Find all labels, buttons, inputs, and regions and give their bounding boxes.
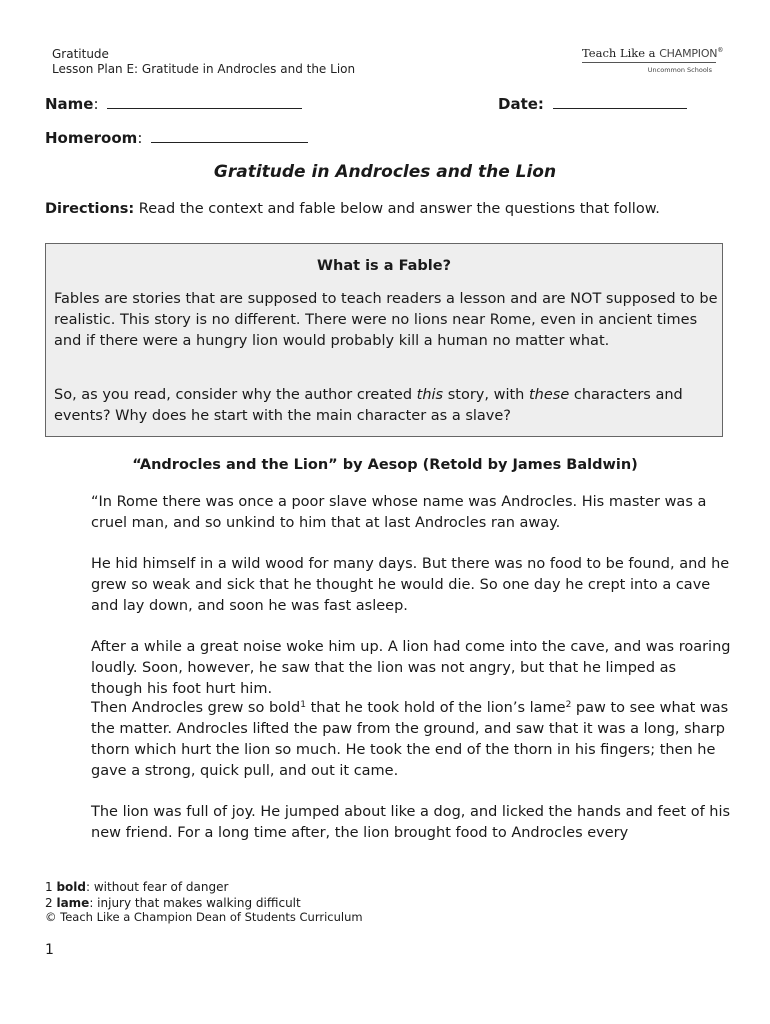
- story-title: “Androcles and the Lion” by Aesop (Retold by James Baldwin): [132, 457, 638, 473]
- homeroom-colon: :: [137, 129, 143, 147]
- page-number: 1: [45, 942, 54, 958]
- lesson-label: Lesson Plan E: Gratitude in Androcles and the Lion: [52, 62, 356, 76]
- footnote-1-num: 1: [45, 880, 57, 894]
- logo-mark: ®: [717, 47, 724, 55]
- fable-box-heading: What is a Fable?: [317, 258, 451, 274]
- fable-box-paragraph-1: Fables are stories that are supposed to teach readers a lesson and are NOT supposed to be realistic. This story is no different. There were no lions near Rome, even in ancient times and if there were a hungry lion would probably kill a human no matter what.: [54, 291, 718, 349]
- copyright-notice: © Teach Like a Champion Dean of Students Curriculum: [45, 910, 363, 924]
- footnote-1: [45, 880, 228, 895]
- directions-label: Directions:: [45, 201, 135, 217]
- logo: [582, 46, 724, 74]
- footnote-2-num: 2: [45, 896, 57, 910]
- fable-p2-em1: this: [416, 387, 444, 403]
- fable-p2-em2: these: [528, 387, 570, 403]
- course-label: Gratitude: [52, 47, 109, 61]
- date-label: Date:: [498, 95, 544, 113]
- footnote-ref-1: 1: [300, 700, 306, 710]
- document-title: Gratitude in Androcles and the Lion: [213, 162, 557, 182]
- name-field: [45, 95, 302, 113]
- story-paragraph-2: He hid himself in a wild wood for many days. But there was no food to be found, and he grew so weak and sick that he thought he would die. So one day he crept into a cave and lay down, and soon he was fast asleep.: [91, 556, 730, 614]
- fable-p2-b: story, with: [443, 387, 529, 403]
- logo-text: Teach Like a: [582, 46, 656, 60]
- fable-box-paragraph-2: [54, 385, 718, 427]
- fable-info-box: [45, 243, 723, 437]
- date-line[interactable]: [553, 96, 687, 109]
- homeroom-line[interactable]: [151, 130, 308, 143]
- story-p4-b: that he took hold of the lion’s lame: [306, 700, 566, 716]
- footnote-1-term: bold: [56, 880, 86, 894]
- logo-subtitle: Uncommon Schools: [647, 66, 712, 74]
- story-p4-c: paw to see what was the matter. Androcles lifted the paw from the ground, and saw that it was a long, sharp thorn which hurt the lion so much. He took the end of the thorn in his fingers; then he gave a strong, quick pull, and out it came.: [91, 700, 729, 779]
- name-colon: :: [93, 95, 99, 113]
- story-paragraph-1: “In Rome there was once a poor slave whose name was Androcles. His master was a cruel man, and so unkind to him that at last Androcles ran away.: [91, 494, 707, 531]
- name-label: Name: [45, 95, 94, 113]
- story-p4-a: Then Androcles grew so bold: [91, 700, 301, 716]
- footnote-ref-2: 2: [565, 700, 572, 710]
- footnote-1-def: : without fear of danger: [86, 880, 229, 894]
- footnote-2: [45, 896, 301, 911]
- logo-wordmark: [582, 46, 724, 63]
- story-paragraph-4: [91, 698, 731, 782]
- logo-champion: CHAMPION: [659, 47, 718, 60]
- fable-p2-c: characters and events? Why does he start with the main character as a slave?: [54, 387, 683, 424]
- story-paragraph-5: The lion was full of joy. He jumped about like a dog, and licked the hands and feet of his new friend. For a long time after, the lion brought food to Androcles every: [91, 804, 731, 841]
- directions-text: Read the context and fable below and answer the questions that follow.: [134, 201, 660, 217]
- directions: [45, 201, 660, 217]
- footnote-2-term: lame: [56, 896, 90, 910]
- homeroom-field: [45, 129, 308, 147]
- fable-p2-a: So, as you read, consider why the author created: [54, 387, 417, 403]
- date-field: [498, 95, 687, 113]
- name-line[interactable]: [107, 96, 302, 109]
- story-paragraph-3: After a while a great noise woke him up. A lion had come into the cave, and was roaring loudly. Soon, however, he saw that the lion was not angry, but that he limped as though his foot hurt him.: [91, 639, 731, 697]
- footnote-2-def: : injury that makes walking difficult: [89, 896, 301, 910]
- homeroom-label: Homeroom: [45, 129, 138, 147]
